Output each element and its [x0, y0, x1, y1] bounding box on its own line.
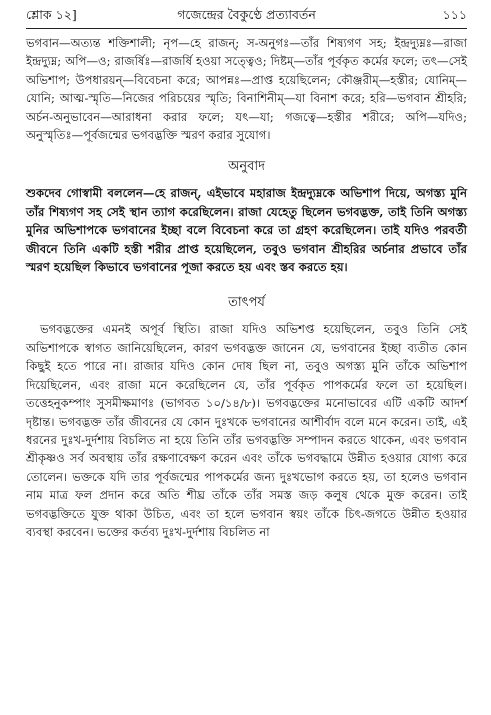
purport-paragraph: ভগবদ্ভক্তের এমনই অপূর্ব স্থিতি। রাজা যদিও অভিশপ্ত হয়েছিলেন, তবুও তিনি সেই অভিশাপকে স্বাগত জানিয়েছিলেন, কারণ ভগবদ্ভক্ত জানেন যে, ভগবানের ইচ্ছা ব্যতীত কোন কিছুই হতে পারে না। রাজার যদিও কোন দোষ ছিল না, তবুও অগস্ত্য মুনি তাঁকে অভিশাপ দিয়েছিলেন, এবং রাজা মনে করেছিলেন যে, তাঁর পূর্বকৃত পাপকর্মের ফলে তা হয়েছিল। তত্তেহনুকম্পাং সুসমীক্ষমাণঃ (ভাগবত ১০/১৪/৮)। ভগবদ্ভক্তের মনোভাবের এটি একটি আদর্শ দৃষ্টান্ত। ভগবদ্ভক্ত তাঁর জীবনের যে কোন দুঃখকে ভগবানের আশীর্বাদ বলে মনে করেন। তাই, এই ধরনের দুঃখ-দুর্দশায় বিচলিত না হয়ে তিনি তাঁর ভগবদ্ভক্তি সম্পাদন করতে থাকেন, এবং ভগবান শ্রীকৃষ্ণও সর্ব অবস্থায় তাঁর রক্ষণাবেক্ষণ করেন এবং তাঁকে ভগবদ্ধামে উন্নীত হওয়ার যোগ্য করে তোলেন। ভক্তকে যদি তার পূর্বজন্মের পাপকর্মের জন্য দুঃখভোগ করতে হয়, তা হলেও ভগবান নাম মাত্র ফল প্রদান করে অতি শীঘ্র তাঁকে তাঁর সমস্ত জড় কলুষ থেকে মুক্ত করেন। তাই ভগবদ্ভক্তিতে যুক্ত থাকা উচিত, এবং তা হলে ভগবান স্বয়ং তাঁকে চিৎ-জগতে উন্নীত হওয়ার ব্যবস্থা করবেন। ভক্তের কর্তব্য দুঃখ-দুর্দশায় বিচলিত না — [26, 322, 467, 539]
synonyms-paragraph: ভগবান—অত্যন্ত শক্তিশালী; নৃপ—হে রাজন্; স-অনুগঃ—তাঁর শিষ্যগণ সহ; ইন্দ্রদ্যুম্নঃ—রাজা ইন্দ্রদ্যুম্ন; অপি—ও; রাজর্ষিঃ—রাজর্ষি হওয়া সত্ত্বেও; দিষ্টম্—তাঁর পূর্বকৃত কর্মের ফলে; তৎ—সেই অভিশাপ; উপধারয়ন্—বিবেচনা করে; আপন্নঃ—প্রাপ্ত হয়েছিলেন; কৌঞ্জরীম্—হস্তীর; যোনিম্—যোনি; আত্ম-স্মৃতি—নিজের পরিচয়ের স্মৃতি; বিনাশিনীম্—যা বিনাশ করে; হরি—ভগবান শ্রীহরি; অর্চন-অনুভাবেন—আরাধনা করার ফলে; যৎ—যা; গজত্বে—হস্তীর শরীরে; অপি—যদিও; অনুস্মৃতিঃ—পূর্বজন্মের ভগবদ্ভক্তি স্মরণ করার সুযোগ। — [26, 36, 467, 143]
header-divider — [26, 28, 467, 29]
verse-reference: শ্লোক ১২] — [26, 7, 77, 22]
page-body — [26, 34, 467, 541]
translation-paragraph: শুকদেব গোস্বামী বললেন—হে রাজন্, এইভাবে মহারাজ ইন্দ্রদ্যুম্নকে অভিশাপ দিয়ে, অগস্ত্য মুনি তাঁর শিষ্যগণ সহ সেই স্থান ত্যাগ করেছিলেন। রাজা যেহেতু ছিলেন ভগবদ্ভক্ত, তাই তিনি অগস্ত্য মুনির অভিশাপকে ভগবানের ইচ্ছা বলে বিবেচনা করে তা গ্রহণ করেছিলেন। তাই যদিও পরবর্তী জীবনে তিনি একটি হস্তী শরীর প্রাপ্ত হয়েছিলেন, তবুও ভগবান শ্রীহরির অর্চনার প্রভাবে তাঁর স্মরণ হয়েছিল কিভাবে ভগবানের পূজা করতে হয় এবং স্তব করতে হয়। — [26, 186, 467, 275]
page-number: ১১১ — [442, 7, 467, 22]
translation-heading: অনুবাদ — [228, 159, 265, 175]
running-header — [26, 6, 467, 24]
chapter-title: গজেন্দ্রের বৈকুণ্ঠে প্রত্যাবর্তন — [177, 7, 316, 22]
purport-heading: তাৎপর্য — [228, 295, 265, 311]
